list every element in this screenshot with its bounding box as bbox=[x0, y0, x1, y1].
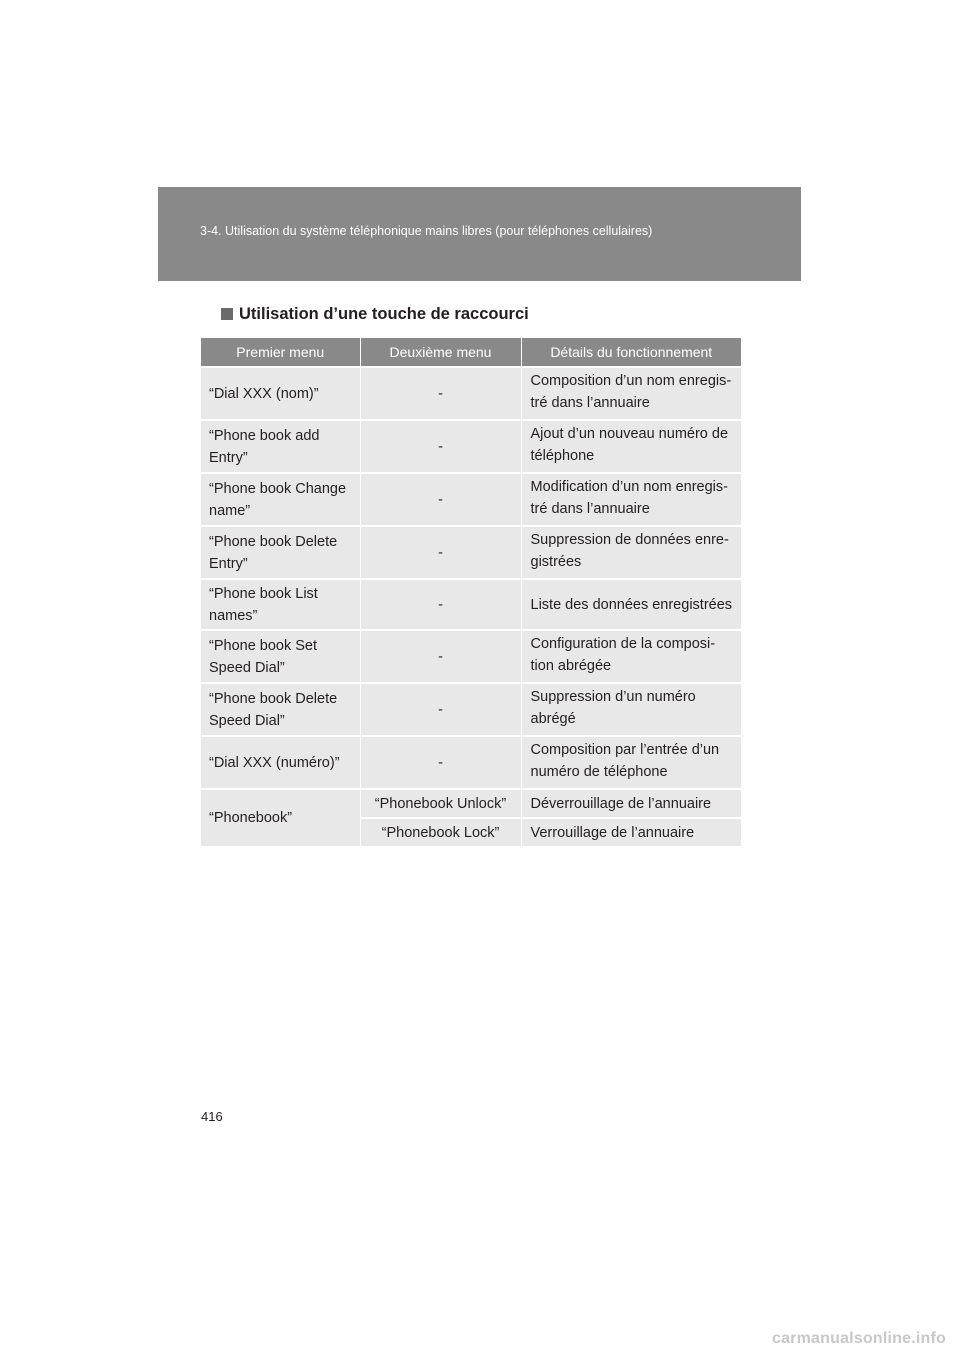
table-row bbox=[201, 736, 741, 789]
cell-line: Entry” bbox=[209, 555, 248, 572]
cell-line: name” bbox=[209, 502, 251, 519]
cell-line: Entry” bbox=[209, 449, 248, 466]
cell-line: “Phone book Delete bbox=[209, 533, 338, 550]
first-menu-cell bbox=[201, 420, 360, 473]
chapter-title: 3-4. Utilisation du système téléphonique mains libres (pour téléphones cellulaires) bbox=[200, 224, 653, 238]
details-cell bbox=[521, 579, 741, 630]
cell-line: tion abrégée bbox=[530, 658, 612, 674]
page-number: 416 bbox=[201, 1109, 223, 1124]
first-menu-cell bbox=[201, 683, 360, 736]
second-menu-cell: - bbox=[360, 736, 521, 789]
section-heading-text: Utilisation d’une touche de raccourci bbox=[239, 305, 529, 323]
details-cell bbox=[521, 630, 741, 683]
cell-line: “Phone book Delete bbox=[209, 690, 338, 707]
first-menu-cell bbox=[201, 473, 360, 526]
first-menu-cell bbox=[201, 526, 360, 579]
cell-line: “Phone book add bbox=[209, 427, 320, 444]
table-row bbox=[201, 367, 741, 420]
cell-line: Modification d’un nom enregis- bbox=[530, 479, 728, 495]
table-row bbox=[201, 683, 741, 736]
cell-line: Configuration de la composi- bbox=[530, 636, 716, 652]
second-menu-cell: - bbox=[360, 420, 521, 473]
details-cell bbox=[521, 367, 741, 420]
details-cell bbox=[521, 420, 741, 473]
second-menu-cell: - bbox=[360, 367, 521, 420]
table-row bbox=[201, 420, 741, 473]
cell-line: tré dans l’annuaire bbox=[530, 501, 650, 517]
chapter-header-band bbox=[158, 187, 801, 281]
cell-line: tré dans l’annuaire bbox=[530, 395, 650, 411]
watermark-logo: carmanualsonline.info bbox=[771, 1330, 946, 1347]
cell-line: “Dial XXX (numéro)” bbox=[209, 754, 340, 771]
cell-line: abrégé bbox=[530, 711, 576, 727]
table-row bbox=[201, 473, 741, 526]
details-cell: Déverrouillage de l’annuaire bbox=[521, 789, 741, 818]
details-cell bbox=[521, 473, 741, 526]
cell-line: Suppression d’un numéro bbox=[530, 689, 696, 705]
details-cell bbox=[521, 736, 741, 789]
second-menu-cell: - bbox=[360, 579, 521, 630]
first-menu-cell bbox=[201, 630, 360, 683]
details-cell: Verrouillage de l’annuaire bbox=[521, 818, 741, 846]
table-row bbox=[201, 789, 741, 818]
second-menu-cell: “Phonebook Lock” bbox=[360, 818, 521, 846]
cell-line: gistrées bbox=[530, 554, 582, 570]
table-row bbox=[201, 630, 741, 683]
cell-line: Suppression de données enre- bbox=[530, 532, 729, 548]
details-cell bbox=[521, 526, 741, 579]
cell-line: Liste des données enregistrées bbox=[530, 596, 733, 613]
first-menu-cell bbox=[201, 579, 360, 630]
second-menu-cell: - bbox=[360, 630, 521, 683]
column-header-first-menu: Premier menu bbox=[201, 338, 360, 367]
section-heading bbox=[221, 305, 529, 324]
table-row bbox=[201, 526, 741, 579]
details-cell bbox=[521, 683, 741, 736]
cell-line: téléphone bbox=[530, 448, 595, 464]
cell-line: Speed Dial” bbox=[209, 712, 285, 729]
cell-line: Composition d’un nom enregis- bbox=[530, 373, 732, 389]
column-header-details: Détails du fonctionnement bbox=[521, 338, 741, 367]
second-menu-cell: - bbox=[360, 683, 521, 736]
table-row bbox=[201, 579, 741, 630]
column-header-second-menu: Deuxième menu bbox=[360, 338, 521, 367]
second-menu-cell: “Phonebook Unlock” bbox=[360, 789, 521, 818]
cell-line: Composition par l’entrée d’un bbox=[530, 742, 720, 758]
table-header-row bbox=[201, 338, 741, 367]
shortcut-menu-table bbox=[201, 338, 741, 846]
cell-line: numéro de téléphone bbox=[530, 764, 668, 780]
cell-line: Speed Dial” bbox=[209, 659, 285, 676]
cell-line: “Phone book List bbox=[209, 585, 318, 602]
phonebook-first-menu-cell: “Phonebook” bbox=[201, 789, 360, 846]
square-bullet-icon bbox=[221, 308, 233, 320]
cell-line: “Phone book Change bbox=[209, 480, 347, 497]
cell-line: “Dial XXX (nom)” bbox=[209, 385, 319, 402]
second-menu-cell: - bbox=[360, 526, 521, 579]
first-menu-cell bbox=[201, 736, 360, 789]
cell-line: “Phone book Set bbox=[209, 637, 318, 654]
cell-line: Ajout d’un nouveau numéro de bbox=[530, 426, 729, 442]
cell-line: names” bbox=[209, 607, 258, 624]
first-menu-cell bbox=[201, 367, 360, 420]
second-menu-cell: - bbox=[360, 473, 521, 526]
